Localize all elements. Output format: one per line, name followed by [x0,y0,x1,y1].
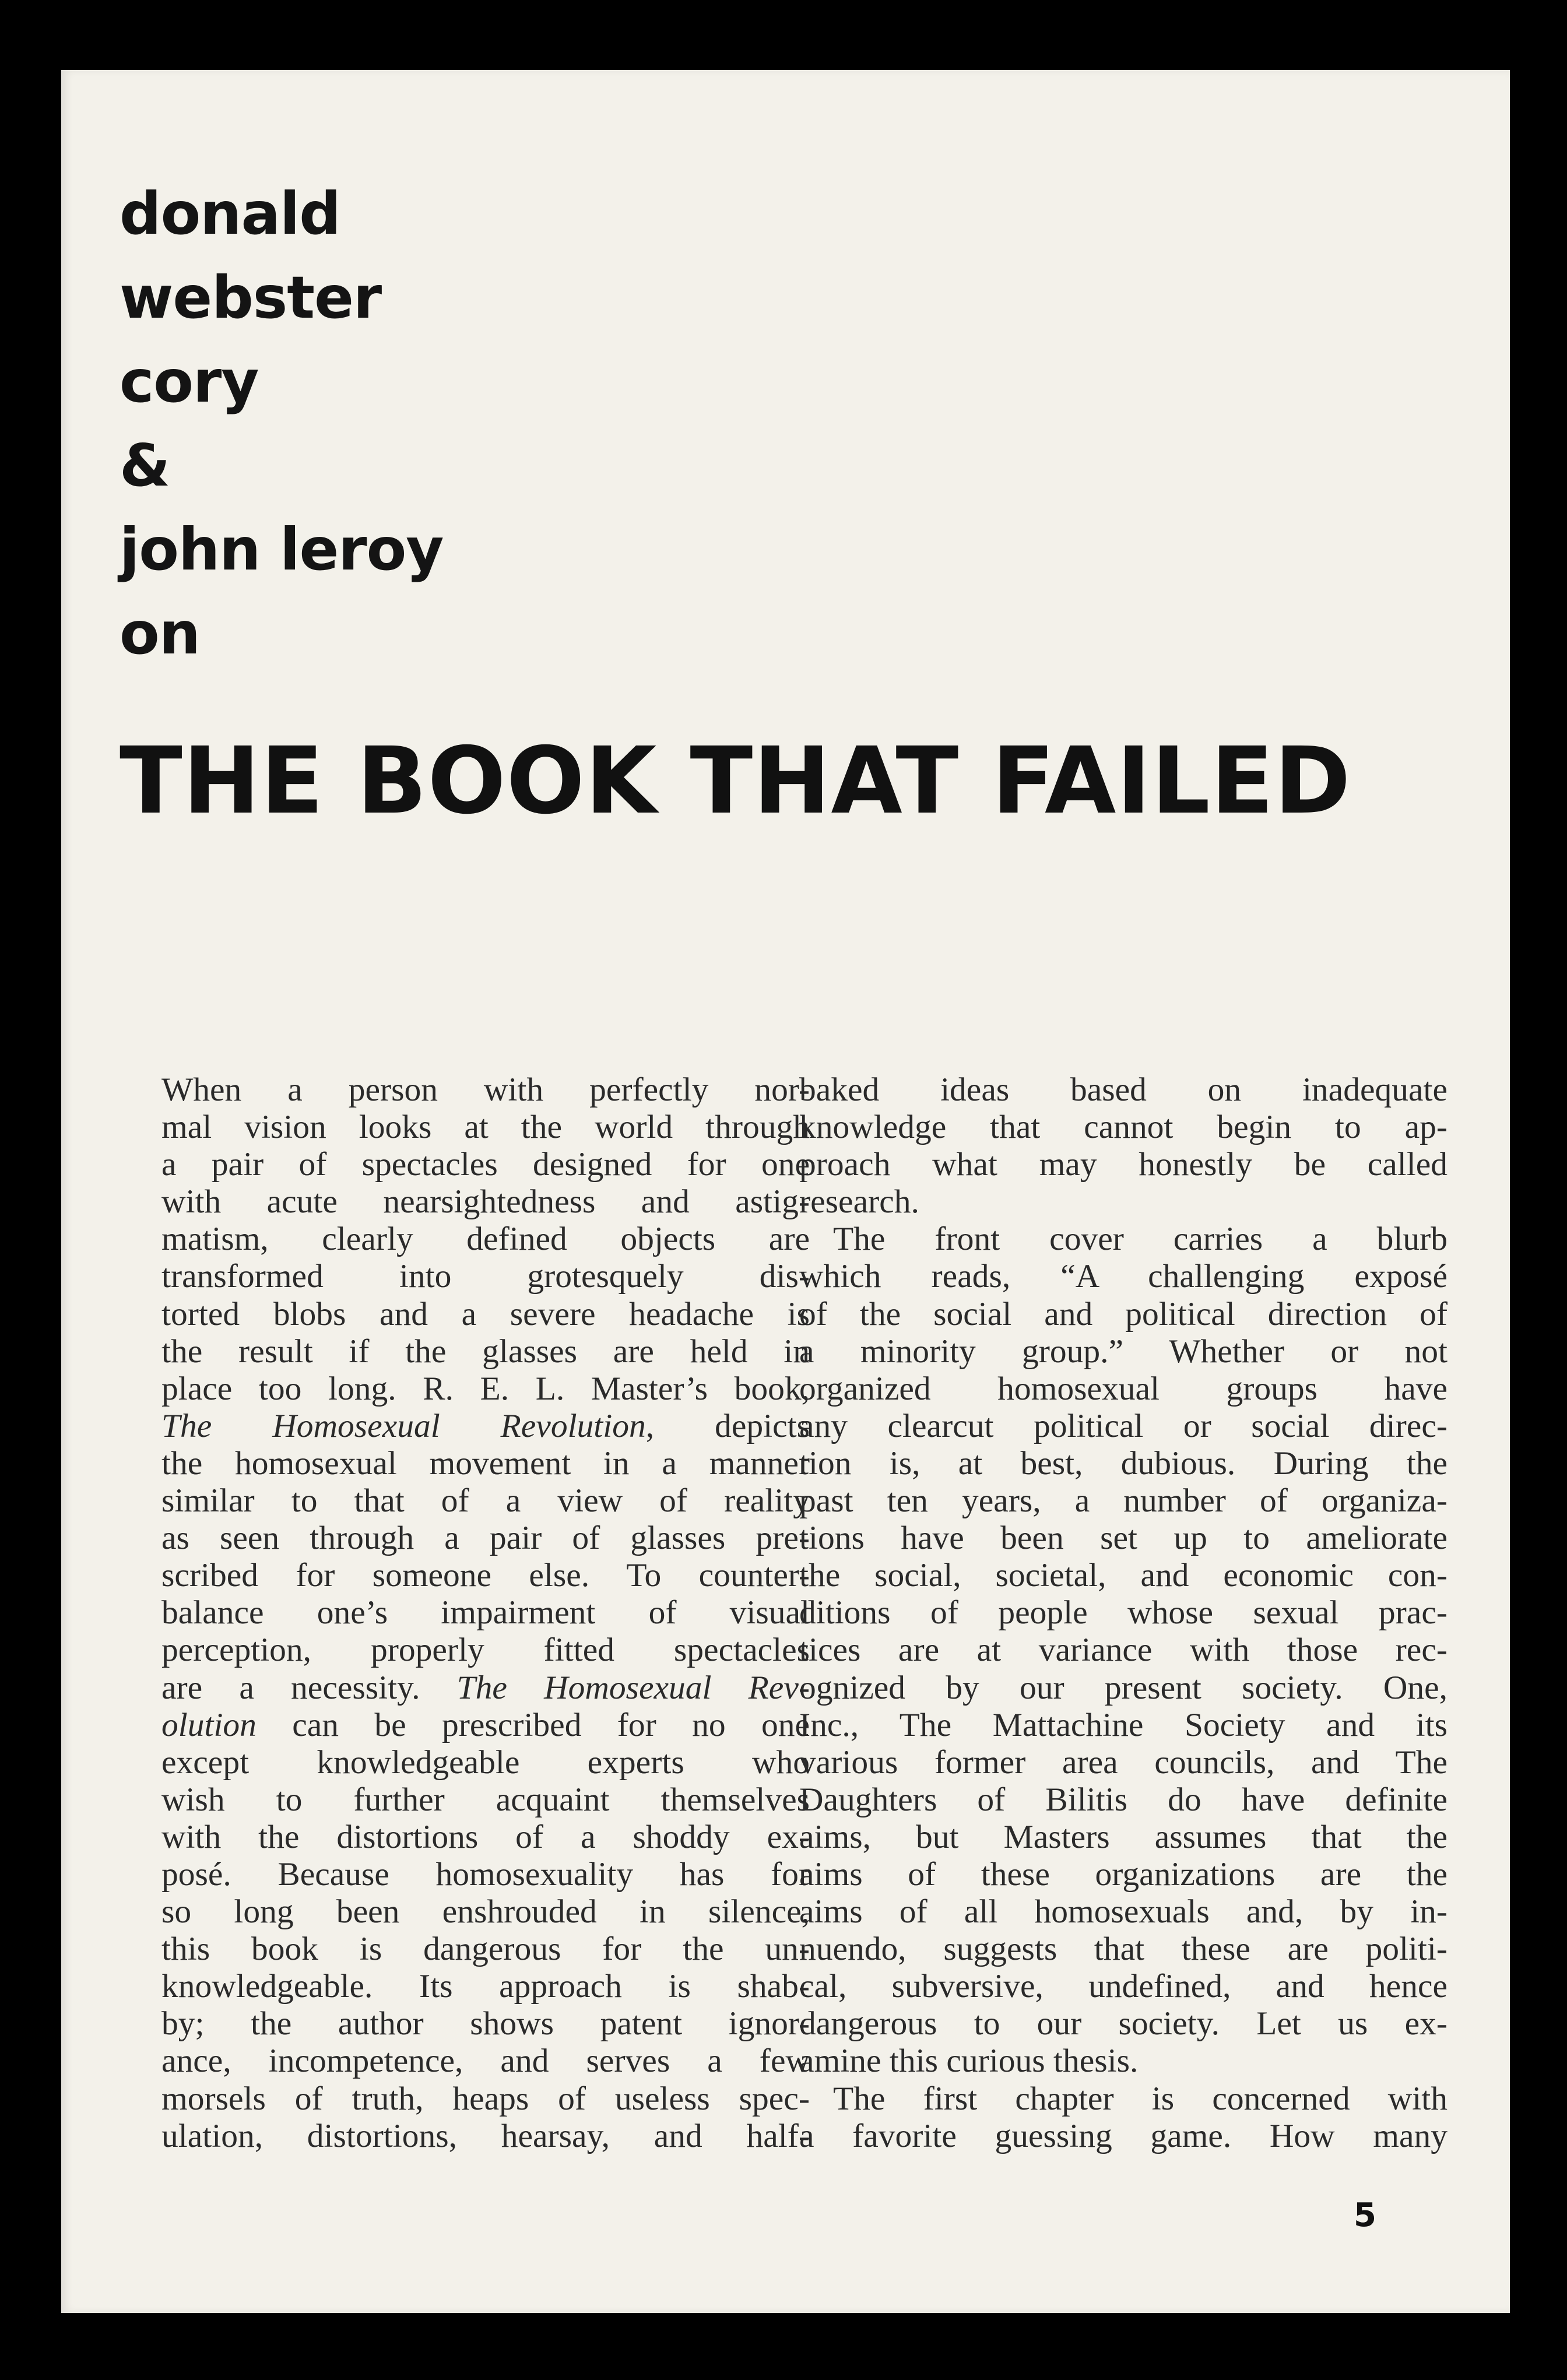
text-line: perception, properly fitted spectacles [161,1632,810,1669]
text-line: with the distortions of a shoddy ex- [161,1818,810,1855]
text-line: with acute nearsightedness and astig- [161,1183,810,1221]
text-line: mal vision looks at the world through [161,1109,810,1146]
text-line: this book is dangerous for the un- [161,1931,810,1968]
article-column-right [799,1071,1447,2155]
text-line: research. [799,1183,919,1221]
text-line: the social, societal, and economic con- [799,1557,1447,1594]
text-line: the homosexual movement in a manner [161,1444,810,1482]
text-line: The first chapter is concerned with [833,2080,1447,2117]
text-line: transformed into grotesquely dis- [161,1258,810,1295]
text-line: When a person with perfectly nor- [161,1071,810,1108]
text-line: aims, but Masters assumes that the [799,1818,1447,1855]
text-line: The Homosexual Revolution, depicts [161,1407,810,1444]
text-line: aims of these organizations are the [799,1855,1447,1893]
text-line: past ten years, a number of organiza- [799,1482,1447,1520]
text-line: except knowledgeable experts who [161,1743,810,1781]
text-line: a minority group.” Whether or not [799,1333,1447,1370]
text-line: ditions of people whose sexual prac- [799,1594,1447,1632]
text-line: organized homosexual groups have [799,1370,1447,1407]
article-column-left [161,1071,810,2155]
text-line: dangerous to our society. Let us ex- [799,2005,1447,2042]
article-title: THE BOOK THAT FAILED [120,727,1351,835]
byline-line: cory [120,347,259,416]
byline-line: & [120,431,170,500]
book-title-italic: The Homosexual Rev- [456,1669,810,1706]
text-line: Inc., The Mattachine Society and its [799,1706,1447,1743]
page-number: 5 [1354,2196,1376,2234]
text-line: similar to that of a view of reality [161,1482,810,1520]
text-line: ognized by our present society. One, [799,1669,1447,1706]
text-line: balance one’s impairment of visual [161,1594,810,1632]
text-line: posé. Because homosexuality has for [161,1855,810,1893]
text-line: tices are at variance with those rec- [799,1632,1447,1669]
text-line: are a necessity. The Homosexual Rev- [161,1669,810,1706]
text-line: ulation, distortions, hearsay, and half- [161,2117,810,2154]
text-line: Daughters of Bilitis do have definite [799,1781,1447,1818]
text-line: morsels of truth, heaps of useless spec- [161,2080,810,2117]
text-line: ance, incompetence, and serves a few [161,2042,810,2080]
text-line: any clearcut political or social direc- [799,1407,1447,1444]
book-title-italic: The Homosexual Revolution [161,1407,646,1444]
text-line: place too long. R. E. L. Master’s book, [161,1370,810,1407]
text-line: a pair of spectacles designed for one [161,1146,810,1183]
text-line: olution can be prescribed for no one [161,1706,810,1743]
byline-line: john leroy [120,515,444,583]
text-line: by; the author shows patent ignor- [161,2005,810,2042]
author-byline [120,172,443,676]
text-line: matism, clearly defined objects are [161,1221,810,1258]
text-line: so long been enshrouded in silence, [161,1893,810,1931]
byline-line: donald [120,180,340,248]
text-line: baked ideas based on inadequate [799,1071,1447,1108]
magazine-page [61,70,1510,2313]
text-line: various former area councils, and The [799,1743,1447,1781]
text-line: cal, subversive, undefined, and hence [799,1968,1447,2005]
text-line: tions have been set up to ameliorate [799,1520,1447,1557]
text-line: The front cover carries a blurb [833,1221,1447,1258]
text-line: knowledge that cannot begin to ap- [799,1109,1447,1146]
text-line: the result if the glasses are held in [161,1333,810,1370]
book-title-italic: olution [161,1706,257,1743]
text-line: scribed for someone else. To counter- [161,1557,810,1594]
text-line: wish to further acquaint themselves [161,1781,810,1818]
byline-line: on [120,599,200,667]
text-line: knowledgeable. Its approach is shab- [161,1968,810,2005]
byline-line: webster [120,263,382,332]
text-line: proach what may honestly be called [799,1146,1447,1183]
text-line: of the social and political direction of [799,1295,1447,1333]
text-line: aims of all homosexuals and, by in- [799,1893,1447,1931]
text-line: a favorite guessing game. How many [799,2117,1447,2154]
text-line: which reads, “A challenging exposé [799,1258,1447,1295]
text-line: tion is, at best, dubious. During the [799,1444,1447,1482]
text-line: nuendo, suggests that these are politi- [799,1931,1447,1968]
text-line: torted blobs and a severe headache is [161,1295,810,1333]
text-line: amine this curious thesis. [799,2042,1139,2080]
text-line: as seen through a pair of glasses pre- [161,1520,810,1557]
